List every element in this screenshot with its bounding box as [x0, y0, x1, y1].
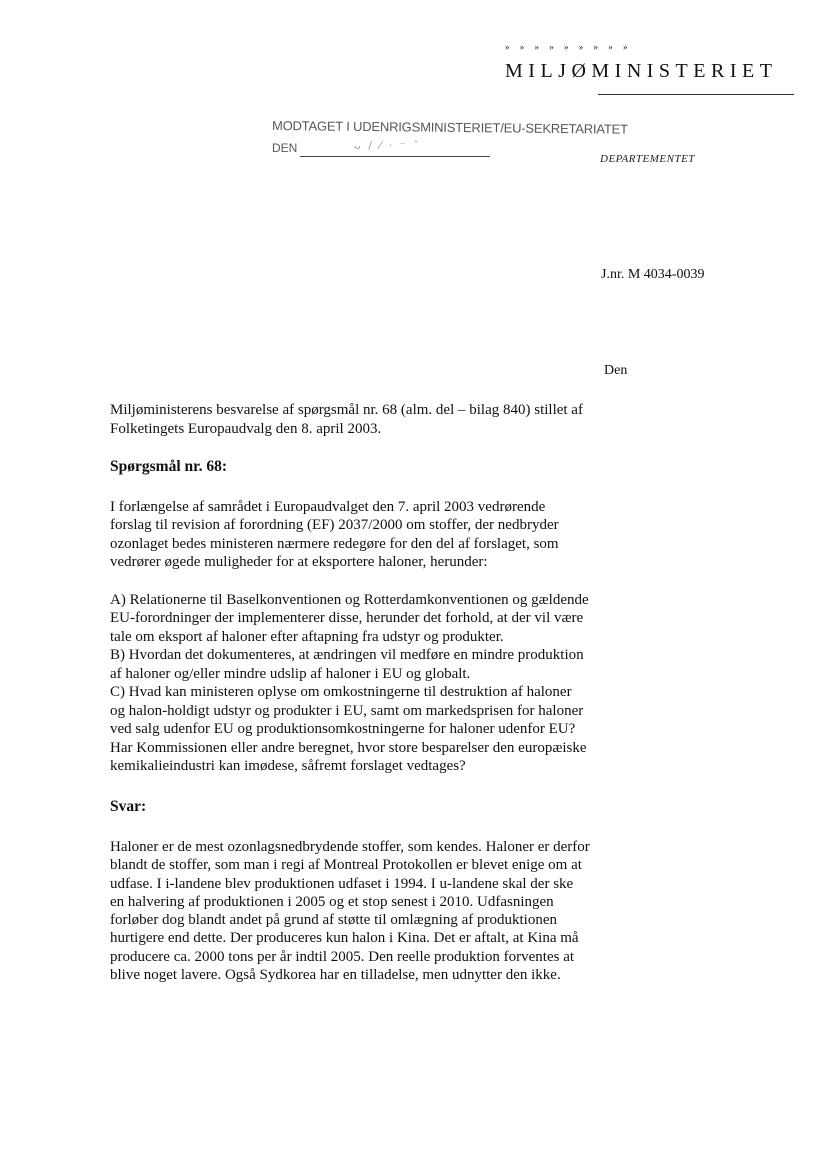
received-stamp: [272, 118, 628, 161]
question-heading: Spørgsmål nr. 68:: [110, 458, 227, 475]
letter-body: [110, 401, 590, 984]
handwritten-date-mark: ᴗ / ⁄ · ⁻ ˆ: [354, 139, 421, 152]
ministry-name: MILJØMINISTERIET: [505, 60, 778, 82]
stamp-date-line: [300, 156, 490, 157]
letterhead-rule: [598, 94, 794, 95]
question-item-c: C) Hvad kan ministeren oplyse om omkostningerne til destruktion af haloner og halon-holdigt udstyr og produkter i EU, samt om markedsprisen for haloner ved salg udenfor EU og produktionsomkostningerne for haloner udenfor EU? Har Kommissionen eller andre beregnet, hvor store besparelser den europæiske kemikalieindustri kan imødese, såfremt forslaget vedtages?: [110, 684, 587, 774]
answer-paragraph: Haloner er de mest ozonlagsnedbrydende stoffer, som kendes. Haloner er derfor blandt de stoffer, som man i regi af Montreal Protokollen er blevet enige om at udfase. I i-landene blev produktionen udfaset i 1994. I u-landene skal der ske en halvering af produktionen i 2005 og et stop senest i 2010. Udfasningen forløber dog blandt andet på grund af støtte til omlægning af produktionen hurtigere end dette. Der produceres kun halon i Kina. Det er aftalt, at Kina må producere ca. 2000 tons per år indtil 2005. Den reelle produktion forventes at blive noget lavere. Også Sydkorea har en tilladelse, men udnytter den ikke.: [110, 839, 590, 984]
question-item-a: A) Relationerne til Baselkonventionen og Rotterdamkonventionen og gældende EU-forordninger der implementerer disse, herunder det forhold, at der vil være tale om eksport af haloner efter aftapning fra udstyr og produkter.: [110, 591, 589, 645]
letterhead-dots: » » » » » » » » »: [505, 42, 632, 52]
answer-heading: Svar:: [110, 797, 147, 815]
stamp-den-label: DEN: [272, 141, 298, 155]
question-item-b: B) Hvordan det dokumenteres, at ændringen vil medføre en mindre produktion af haloner og/eller mindre udslip af haloner i EU og globalt.: [110, 647, 584, 682]
intro-paragraph: Miljøministerens besvarelse af spørgsmål nr. 68 (alm. del – bilag 840) stillet af Folketingets Europaudvalg den 8. april 2003.: [110, 402, 583, 437]
stamp-date-row: [272, 141, 492, 161]
question-paragraph: I forlængelse af samrådet i Europaudvalget den 7. april 2003 vedrørende forslag til revision af forordning (EF) 2037/2000 om stoffer, der nedbryder ozonlaget bedes ministeren nærmere redegøre for den del af forslaget, som vedrører øgede muligheder for at eksportere haloner, herunder:: [110, 498, 559, 570]
journal-number: J.nr. M 4034-0039: [601, 267, 705, 282]
stamp-received-text: MODTAGET I UDENRIGSMINISTERIET/EU-SEKRETARIATET: [271, 118, 628, 137]
department-label: DEPARTEMENTET: [600, 153, 695, 165]
date-label: Den: [604, 363, 628, 378]
